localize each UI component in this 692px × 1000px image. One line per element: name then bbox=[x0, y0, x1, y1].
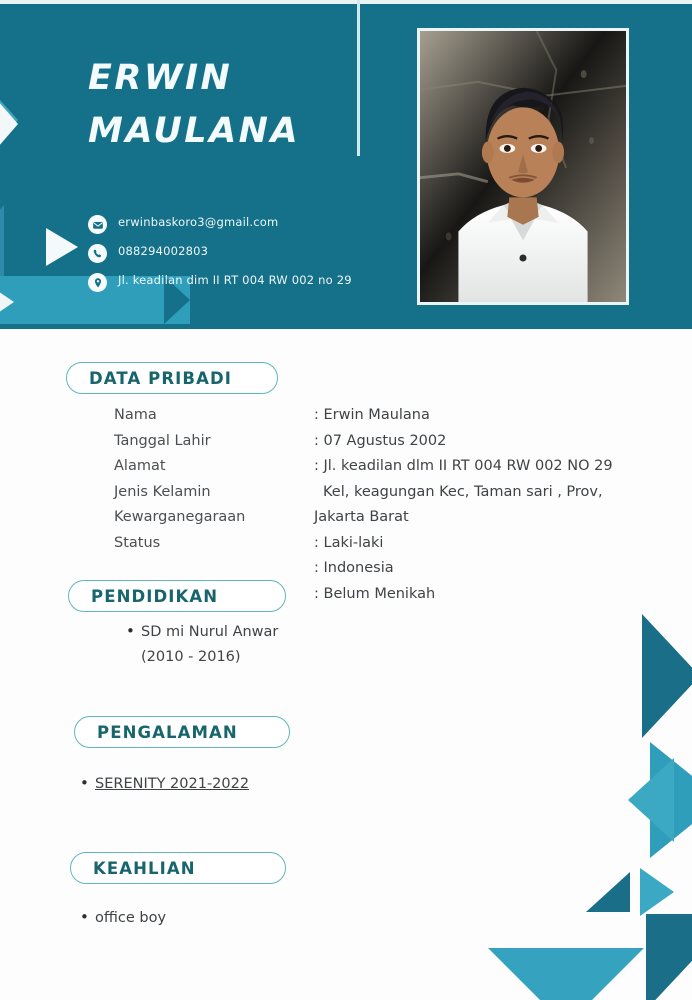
personal-value-tanggal-lahir: : 07 Agustus 2002 bbox=[314, 432, 447, 449]
contact-list bbox=[88, 214, 358, 301]
personal-labels bbox=[114, 403, 245, 556]
contact-item-email bbox=[88, 214, 358, 234]
education-item-period: (2010 - 2016) bbox=[141, 649, 241, 665]
last-name: MAULANA bbox=[88, 111, 301, 151]
experience-item-name: SERENITY 2021-2022 bbox=[95, 776, 250, 792]
skill-item-name: office boy bbox=[95, 910, 167, 926]
education-list bbox=[126, 620, 278, 670]
section-heading-experience bbox=[74, 716, 290, 748]
decor-triangle-bottom-light bbox=[488, 948, 644, 1000]
personal-label-status: Status bbox=[114, 534, 161, 551]
personal-value-alamat-line2: Kel, keagungan Kec, Taman sari , Prov, bbox=[323, 483, 603, 500]
personal-values bbox=[314, 403, 664, 607]
section-heading-personal bbox=[66, 362, 278, 394]
section-heading-education bbox=[68, 580, 286, 612]
envelope-icon bbox=[88, 215, 107, 234]
decor-triangle-arrow-right bbox=[640, 868, 674, 916]
header-banner bbox=[0, 0, 692, 329]
education-item-name: SD mi Nurul Anwar bbox=[141, 624, 279, 640]
personal-label-nama: Nama bbox=[114, 407, 157, 423]
section-heading-skills-label: KEAHLIAN bbox=[93, 858, 196, 878]
personal-value-nama: : Erwin Maulana bbox=[314, 407, 430, 423]
personal-label-tanggal-lahir: Tanggal Lahir bbox=[114, 432, 211, 449]
profile-photo bbox=[417, 28, 629, 305]
contact-email-text: erwinbaskoro3@gmail.com bbox=[118, 215, 279, 229]
first-name: ERWIN bbox=[88, 58, 233, 98]
decor-triangle-light-right bbox=[628, 758, 674, 842]
portrait-illustration bbox=[420, 31, 626, 302]
phone-icon bbox=[88, 244, 107, 263]
location-pin-icon bbox=[88, 273, 107, 292]
decor-triangle-white-small bbox=[46, 228, 78, 266]
name-block bbox=[88, 52, 348, 158]
section-heading-skills bbox=[70, 852, 286, 884]
header-top-accent-line bbox=[0, 0, 692, 4]
section-heading-personal-label: DATA PRIBADI bbox=[89, 368, 232, 388]
header-divider-line bbox=[357, 0, 360, 156]
personal-value-alamat: : Jl. keadilan dlm II RT 004 RW 002 NO 29 bbox=[314, 458, 613, 474]
section-heading-education-label: PENDIDIKAN bbox=[91, 586, 219, 606]
experience-list bbox=[80, 772, 249, 797]
personal-value-jenis-kelamin: : Laki-laki bbox=[314, 534, 384, 551]
personal-label-alamat: Alamat bbox=[114, 458, 166, 474]
decor-triangle-dark-small bbox=[586, 872, 630, 912]
section-heading-experience-label: PENGALAMAN bbox=[97, 722, 238, 742]
personal-value-kewarganegaraan: : Indonesia bbox=[314, 560, 394, 576]
list-item bbox=[80, 906, 166, 931]
decor-chevron-white-lower bbox=[0, 272, 14, 329]
decor-triangle-dark-right bbox=[642, 614, 692, 738]
list-item bbox=[80, 772, 249, 797]
personal-value-status: : Belum Menikah bbox=[314, 585, 436, 602]
personal-label-kewarganegaraan: Kewarganegaraan bbox=[114, 509, 246, 525]
list-item bbox=[126, 620, 278, 645]
skills-list bbox=[80, 906, 166, 931]
decor-triangle-bottom-dark bbox=[646, 914, 692, 1000]
contact-address-text: Jl. keadilan dim II RT 004 RW 002 no 29 bbox=[118, 273, 352, 287]
contact-item-address bbox=[88, 272, 358, 292]
decor-chevron-white-upper bbox=[0, 78, 18, 170]
contact-phone-text: 088294002803 bbox=[118, 244, 209, 258]
personal-value-alamat-line3: Jakarta Barat bbox=[314, 509, 409, 525]
contact-item-phone bbox=[88, 243, 358, 263]
decor-chevron-left-pointing bbox=[0, 205, 4, 281]
personal-label-jenis-kelamin: Jenis Kelamin bbox=[114, 483, 211, 500]
